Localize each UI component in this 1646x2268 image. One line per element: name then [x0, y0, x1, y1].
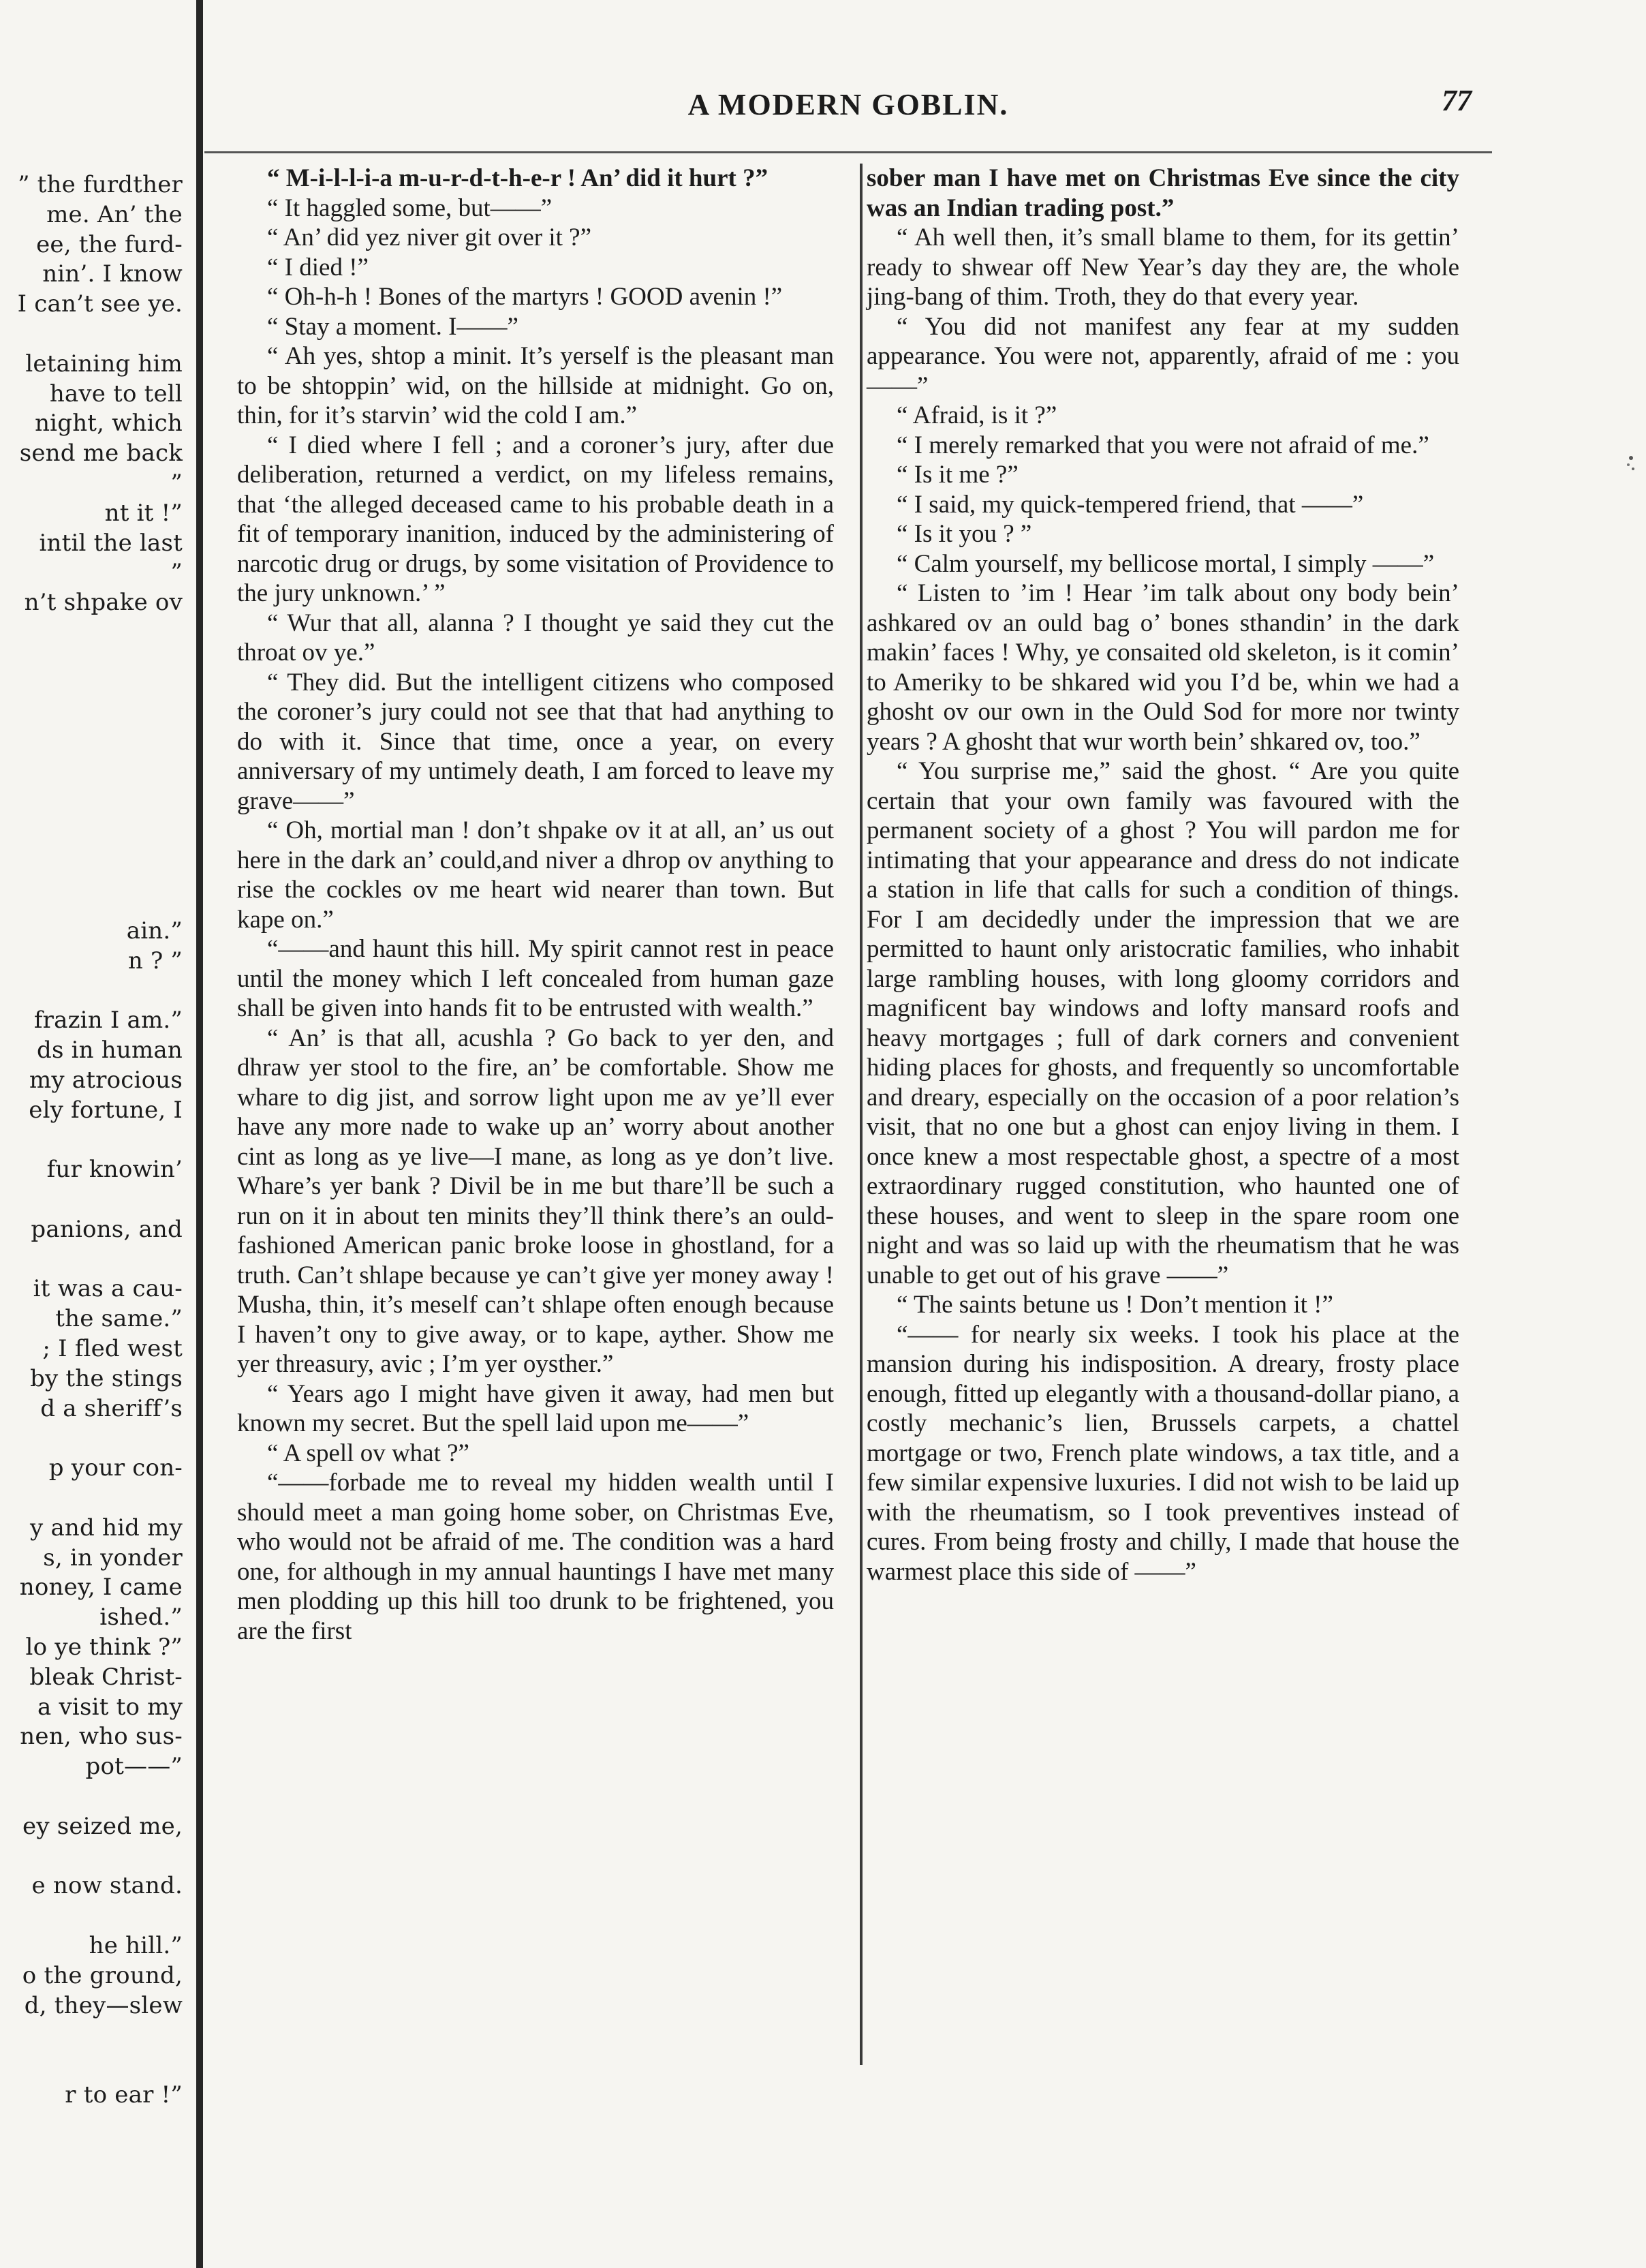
fragment-line — [0, 2021, 183, 2051]
fragment-line: o the ground, — [22, 1961, 183, 1989]
fragment-line — [0, 1901, 183, 1931]
paragraph: sober man I have met on Christmas Eve since the city was an Indian trading post.” — [867, 164, 1459, 222]
fragment-line — [0, 648, 183, 678]
fragment-line — [0, 2051, 183, 2081]
fragment-line: night, which — [35, 410, 183, 438]
header-rule — [204, 151, 1492, 153]
paragraph: “ Years ago I might have given it away, had men but known my secret. But the spell laid upon me——” — [237, 1379, 834, 1437]
fragment-line: ely fortune, I — [29, 1096, 183, 1124]
fragment-line: he hill.” — [89, 1932, 183, 1960]
fragment-line: ; I fled west — [42, 1335, 183, 1363]
fragment-line: the same.” — [55, 1305, 183, 1333]
fragment-line: frazin I am.” — [33, 1007, 183, 1035]
fragment-line: I can’t see ye. — [17, 290, 183, 318]
page-number: 77 — [1442, 84, 1472, 117]
fragment-line: ee, the furd- — [36, 230, 183, 258]
fragment-line — [0, 618, 183, 648]
fragment-line — [0, 797, 183, 827]
fragment-line: e now stand. — [31, 1872, 183, 1900]
fragment-line: d a sheriff’s — [40, 1394, 183, 1422]
paragraph: “ I died !” — [267, 253, 369, 281]
fragment-line: pot——” — [85, 1753, 183, 1781]
paragraph: “—— for nearly six weeks. I took his place at the mansion during his indisposition. A dreary, frosty place enough, fitted up elegantly with a thousand-dollar piano, a costly mechanic’s lien, Brussels carpets, a chattel mortgage or two, French plate windows, a tax title, and a few similar expensive luxuries. I did not wish to be laid up with the rheumatism, so I took preventives instead of cures. From being frosty and chilly, I made that house the warmest place this side of ——” — [867, 1320, 1459, 1586]
paragraph: “ You surprise me,” said the ghost. “ Are you quite certain that your own family was favoured with the permanent society of a ghost ? You will pardon me for intimating that your appearance and dress do not indicate a station in life that calls for such a condition of things. For I am decidedly under the impression that we are permitted to haunt only aristocratic families, who inhabit large rambling houses, with long gloomy corridors and magnificent bay windows and lofty mansard roofs and heavy mortgages ; full of dark corners and convenient hiding places for ghosts, and frequently so uncomfortable and dreary, especially on the occasion of a poor relation’s visit, that no one but a ghost can enjoy living in them. I once knew a most respectable ghost, a spectre of a most extraordinary rugged constitution, who haunted one of these houses, and went to sleep in the spare room one night and was so laid up with the rheumatism that he was unable to get out of his grave ——” — [867, 757, 1459, 1289]
fragment-line: me. An’ the — [46, 200, 183, 228]
fragment-line: s, in yonder — [43, 1544, 183, 1572]
fragment-line: have to tell — [49, 380, 183, 408]
paragraph: “ I died where I fell ; and a coroner’s jury, after due deliberation, returned a verdict, on my lifeless remains, that ‘the alleged deceased came to his probable death in a fit of temporary inanition, induced by the administering of narcotic drug or drugs, by some visitation of Providence to the jury unknown.’ ” — [237, 431, 834, 607]
fragment-line — [0, 857, 183, 887]
fragment-line — [0, 707, 183, 737]
paragraph: “ Oh, mortial man ! don’t shpake ov it at all, an’ us out here in the dark an’ could,and niver a dhrop ov anything to rise the cockles ov me heart wid nearer than town. But kape on.” — [237, 816, 834, 934]
paragraph: “ Is it you ? ” — [897, 520, 1032, 548]
paragraph: “ An’ did yez niver git over it ?” — [267, 224, 592, 251]
fragment-line: ey seized me, — [22, 1812, 183, 1840]
right-text-column — [867, 164, 1459, 2065]
fragment-line: ” — [170, 469, 183, 497]
fragment-line: d, they—slew — [24, 1991, 183, 2019]
fragment-line: nin’. I know — [42, 260, 183, 288]
paragraph: “ M-i-l-l-i-a m-u-r-d-t-h-e-r ! An’ did it hurt ?” — [267, 164, 768, 192]
fragment-line — [0, 1185, 183, 1215]
fragment-line: r to ear !” — [65, 2081, 183, 2109]
paragraph: “ I said, my quick-tempered friend, that ——” — [897, 490, 1364, 519]
fragment-line: nen, who sus- — [20, 1723, 183, 1751]
fragment-line: n ? ” — [127, 947, 183, 975]
fragment-line — [0, 320, 183, 350]
running-head — [204, 84, 1492, 135]
fragment-line: noney, I came — [19, 1574, 183, 1602]
paragraph: “ An’ is that all, acushla ? Go back to yer den, and dhraw yer stool to the fire, an’ be comfortable. Show me whare to dig jist, and sorrow light upon me av ye’ll ever have any more nade to wake up an’ worry about another cint as long as ye live—I mane, as long as ye don’t live. Whare’s yer bank ? Divil be in me but thare’ll be such a run on it in about ten minits they’ll think there’s an ould-fashioned American panic broke loose in ghostland, for a truth. Can’t shlape because ye can’t give yer money away ! Musha, thin, it’s meself can’t shlape often enough because I haven’t ony to give away, or to kape, ayther. Show me yer threasury, avic ; I’m yer oysther.” — [237, 1024, 834, 1378]
fragment-line — [0, 678, 183, 708]
fragment-line: ain.” — [126, 917, 183, 945]
fragment-line: ” the furdther — [18, 171, 183, 198]
fragment-line: ” — [170, 559, 183, 587]
fragment-line — [0, 1126, 183, 1156]
fragment-line: it was a cau- — [33, 1275, 183, 1303]
paragraph: “ Wur that all, alanna ? I thought ye said they cut the throat ov ye.” — [237, 609, 834, 666]
paragraph: “ Afraid, is it ?” — [897, 401, 1057, 429]
fragment-line — [0, 1484, 183, 1514]
fragment-line: by the stings — [30, 1364, 183, 1392]
fragment-line: ished.” — [99, 1604, 183, 1631]
paragraph: “——forbade me to reveal my hidden wealth until I should meet a man going home sober, on Christmas Eve, who would not be afraid of me. The condition was a hard one, for although in my annual hauntings I have met many men plodding up this hill too drunk to be frightened, you are the first — [237, 1469, 834, 1645]
fragment-line: a visit to my — [37, 1693, 183, 1721]
fragment-line: ds in human — [36, 1037, 183, 1064]
fragment-line: p your con- — [48, 1454, 183, 1482]
paragraph: “ They did. But the intelligent citizens who composed the coroner’s jury could not see that that had anything to do with it. Since that time, once a year, on every anniversary of my untimely death, I am forced to leave my grave——” — [237, 668, 834, 815]
fragment-line: send me back — [19, 440, 183, 468]
paragraph: “ I merely remarked that you were not afraid of me.” — [897, 431, 1429, 459]
fragment-line — [0, 977, 183, 1007]
left-text-column — [237, 164, 834, 2065]
column-divider — [860, 164, 863, 2065]
paragraph: “ Calm yourself, my bellicose mortal, I simply ——” — [897, 549, 1435, 578]
running-title: A MODERN GOBLIN. — [687, 88, 1009, 121]
paragraph: “ The saints betune us ! Don’t mention it !” — [897, 1291, 1333, 1319]
paragraph: “ A spell ov what ?” — [267, 1439, 469, 1467]
fragment-line: n’t shpake ov — [24, 589, 183, 617]
fragment-line — [0, 1245, 183, 1275]
fragment-line: fur knowin’ — [46, 1156, 183, 1184]
fragment-line: panions, and — [31, 1215, 183, 1243]
fragment-line: nt it !” — [104, 499, 183, 527]
fragment-line — [0, 1782, 183, 1812]
previous-page-column-fragment — [0, 170, 183, 2109]
paragraph: “ Oh-h-h ! Bones of the martyrs ! GOOD avenin !” — [267, 283, 783, 311]
paragraph: “ It haggled some, but——” — [267, 194, 553, 222]
paragraph: “ You did not manifest any fear at my sudden appearance. You were not, apparently, afraid of me : you——” — [867, 312, 1459, 400]
paragraph: “ Ah yes, shtop a minit. It’s yerself is the pleasant man to be shtoppin’ wid, on the hillside at midnight. Go on, thin, for it’s starvin’ wid the cold I am.” — [237, 342, 834, 429]
paragraph: “ Listen to ’im ! Hear ’im talk about ony body bein’ ashkared ov an ould bag o’ bones sthandin’ in the dark makin’ faces ! Why, ye consaited old skeleton, is it comin’ to Ameriky to be shkared wid you I’d be, whin we had a ghosht ov our own in the Ould Sod for more nor twinty years ? A ghosht that wur worth bein’ shkared ov, too.” — [867, 579, 1459, 756]
fragment-line: my atrocious — [29, 1066, 183, 1094]
fragment-line: y and hid my — [30, 1514, 183, 1542]
fragment-line — [0, 1842, 183, 1872]
fragment-line — [0, 737, 183, 767]
scan-speck-icon — [1624, 450, 1638, 477]
paragraph: “ Ah well then, it’s small blame to them, for its gettin’ ready to shwear off New Year’s day they are, the whole jing-bang of thim. Troth, they do that every year. — [867, 224, 1459, 311]
paragraph: “ Stay a moment. I——” — [267, 312, 518, 341]
fragment-line: lo ye think ?” — [25, 1634, 183, 1661]
binding-gutter — [196, 0, 203, 2268]
paragraph: “——and haunt this hill. My spirit cannot rest in peace until the money which I left concealed from human gaze shall be given into hands fit to be entrusted with wealth.” — [237, 935, 834, 1022]
paragraph: “ Is it me ?” — [897, 461, 1019, 489]
fragment-line: bleak Christ- — [29, 1663, 183, 1691]
fragment-line — [0, 887, 183, 917]
fragment-line — [0, 767, 183, 797]
fragment-line — [0, 827, 183, 857]
fragment-line: intil the last — [39, 529, 183, 557]
fragment-line — [0, 1424, 183, 1454]
fragment-line: letaining him — [25, 350, 183, 378]
